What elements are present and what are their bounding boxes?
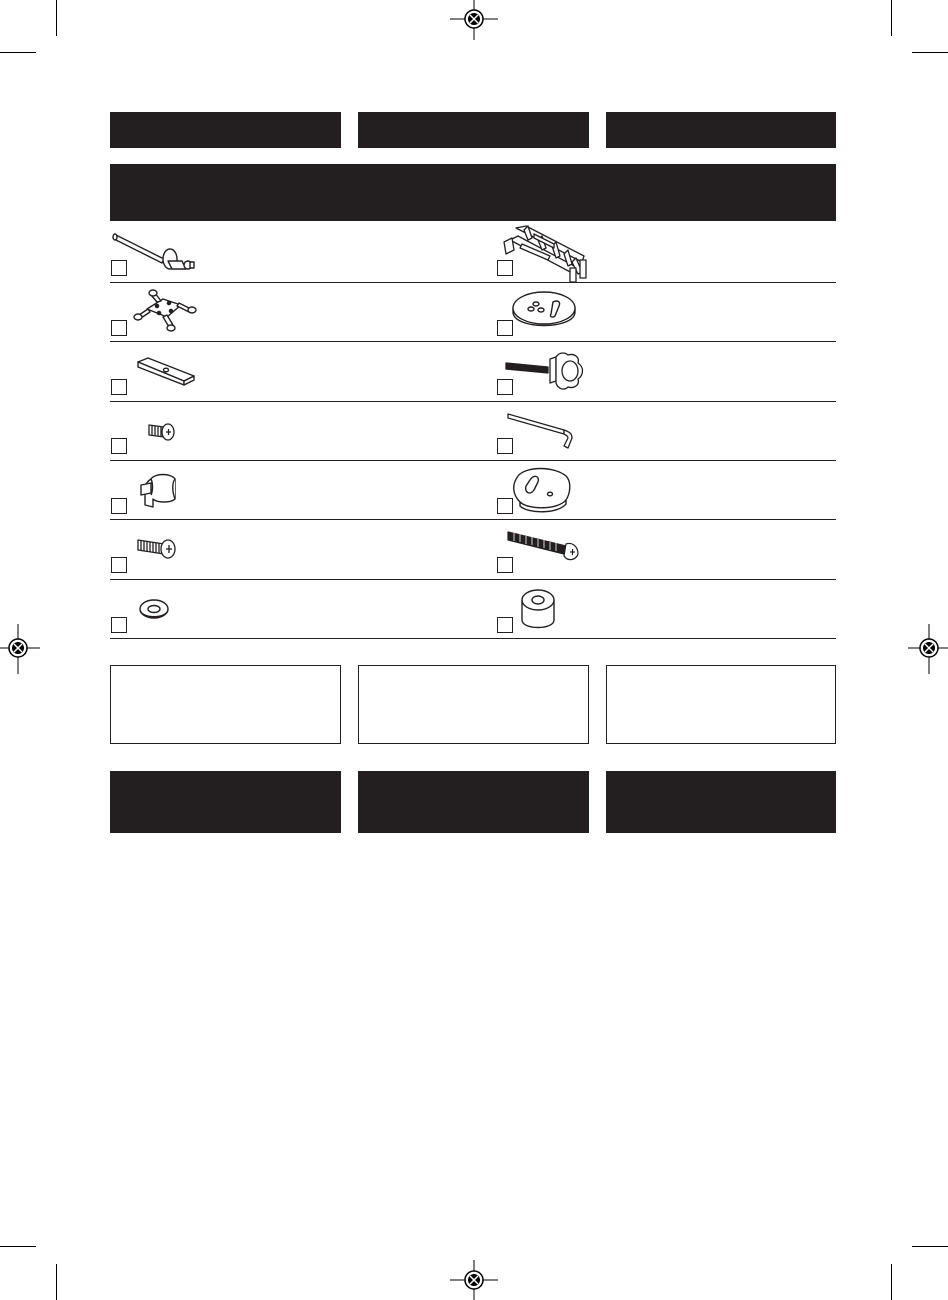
crop-mark	[912, 52, 948, 53]
registration-mark-icon	[908, 624, 948, 674]
cable-clip-icon	[137, 471, 185, 515]
knob-bolt-icon	[504, 351, 588, 393]
round-base-plate-icon	[511, 290, 577, 334]
header-box	[110, 112, 341, 148]
vesa-plate-icon	[133, 287, 199, 337]
parts-list-title-bar	[110, 164, 836, 221]
note-box	[110, 665, 341, 744]
row-divider	[110, 401, 836, 402]
row-divider	[110, 579, 836, 580]
registration-mark-icon	[0, 624, 40, 674]
row-divider	[110, 282, 836, 283]
flat-washer-icon	[138, 597, 172, 623]
registration-mark-icon	[446, 1260, 502, 1300]
crop-mark	[891, 0, 892, 36]
crop-mark	[0, 1246, 36, 1247]
crop-mark	[891, 1264, 892, 1300]
header-box	[606, 112, 836, 148]
crop-mark	[912, 1246, 948, 1247]
footer-box	[606, 771, 836, 833]
part-checkbox[interactable]	[111, 498, 127, 514]
oval-washer-plate-icon	[510, 464, 572, 516]
rectangular-plate-icon	[136, 356, 196, 386]
row-divider	[110, 519, 836, 520]
footer-box	[110, 771, 341, 833]
spacer-icon	[518, 586, 558, 632]
row-divider	[110, 638, 836, 639]
note-box	[358, 665, 589, 744]
registration-mark-icon	[446, 0, 502, 40]
long-screw-icon	[506, 528, 586, 568]
rod-with-clamp-icon	[112, 225, 196, 273]
part-checkbox[interactable]	[111, 617, 127, 633]
footer-box	[358, 771, 589, 833]
crop-mark	[0, 52, 36, 53]
part-checkbox[interactable]	[111, 320, 127, 336]
part-checkbox[interactable]	[111, 379, 127, 395]
row-divider	[110, 460, 836, 461]
short-screw-icon	[146, 419, 176, 445]
bracket-frame-icon	[498, 222, 590, 284]
part-checkbox[interactable]	[111, 557, 127, 573]
hex-key-icon	[506, 410, 576, 452]
note-box	[606, 665, 836, 744]
part-checkbox[interactable]	[497, 617, 513, 633]
crop-mark	[56, 0, 57, 36]
medium-screw-icon	[136, 534, 178, 562]
crop-mark	[56, 1264, 57, 1300]
part-checkbox[interactable]	[111, 438, 127, 454]
row-divider	[110, 341, 836, 342]
header-box	[358, 112, 589, 148]
